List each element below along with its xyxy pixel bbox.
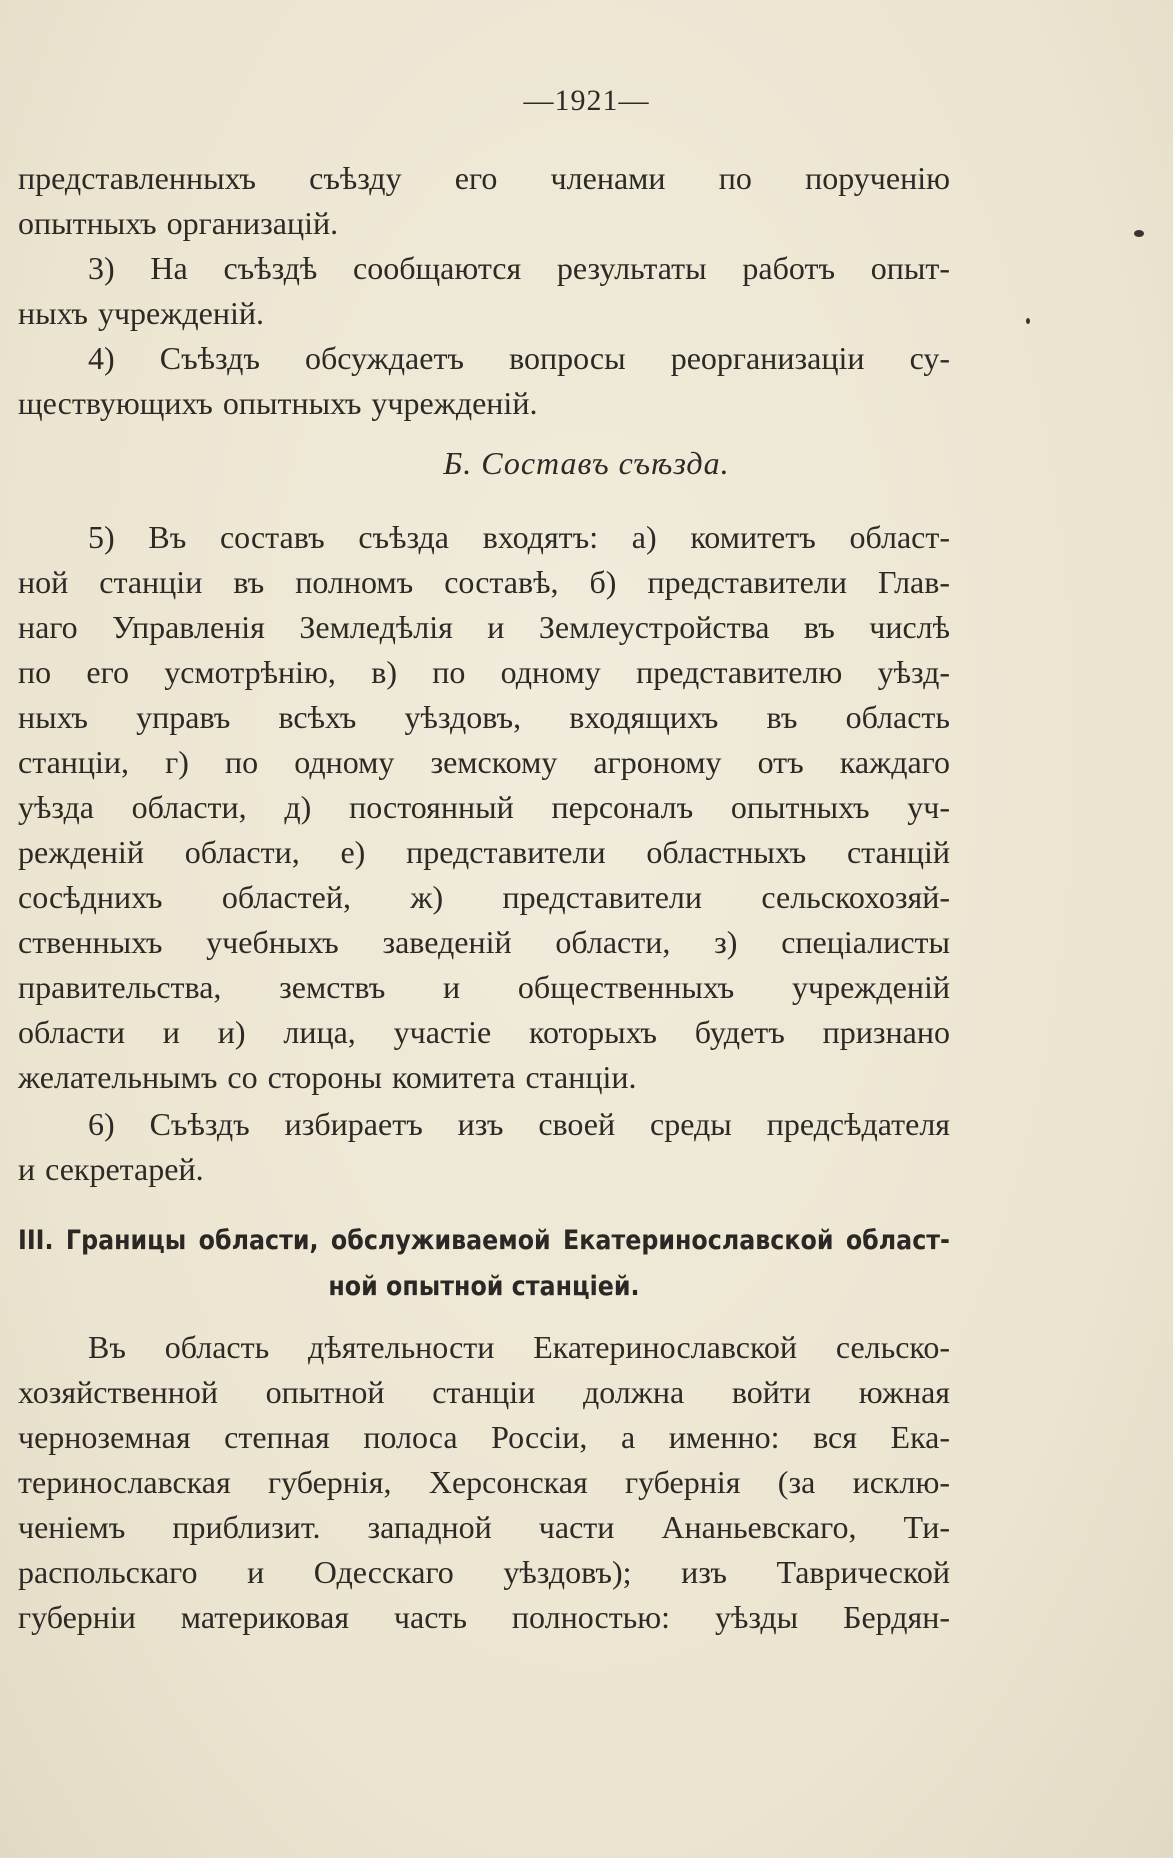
text-line: ныхъ управъ всѣхъ уѣздовъ, входящихъ въ область (18, 699, 950, 735)
text-line: ственныхъ учебныхъ заведеній области, з) спеціалисты (18, 924, 950, 960)
text-line: 4) Съѣздъ обсуждаетъ вопросы реорганизаціи су- (88, 340, 950, 376)
text-line: области и и) лица, участіе которыхъ будетъ признано (18, 1014, 950, 1050)
text-line: ществующихъ опытныхъ учрежденій. (18, 385, 538, 421)
text-line: распольскаго и Одесскаго уѣздовъ); изъ Таврической (18, 1554, 950, 1590)
text-line: 5) Въ составъ съѣзда входятъ: а) комитетъ област- (88, 519, 950, 555)
text-line: сосѣднихъ областей, ж) представители сельскохозяй- (18, 879, 950, 915)
text-line: и секретарей. (18, 1151, 204, 1187)
text-line: желательнымъ со стороны комитета станціи. (18, 1059, 637, 1095)
text-line: режденій области, е) представители областныхъ станцій (18, 834, 950, 870)
text-line: 3) На съѣздѣ сообщаются результаты работъ опыт- (88, 250, 950, 286)
section-heading-line: III. Границы области, обслуживаемой Екатеринославской област- (18, 1225, 950, 1256)
text-line: ныхъ учрежденій. (18, 295, 264, 331)
text-line: хозяйственной опытной станціи должна войти южная (18, 1374, 950, 1410)
ink-speck (1026, 318, 1030, 324)
text-line: ченіемъ приблизит. западной части Ананьевскаго, Ти- (18, 1509, 950, 1545)
text-line: ной станціи въ полномъ составѣ, б) представители Глав- (18, 564, 950, 600)
text-line: представленныхъ съѣзду его членами по порученію (18, 160, 950, 196)
paragraph-6 (18, 1325, 950, 1640)
ink-speck (1134, 230, 1144, 237)
text-line: 6) Съѣздъ избираетъ изъ своей среды предсѣдателя (88, 1106, 950, 1142)
text-line: губерніи материковая часть полностью: уѣзды Бердян- (18, 1599, 950, 1635)
subheading: Б. Составъ съѣзда. (443, 445, 730, 481)
text-line: уѣзда области, д) постоянный персоналъ опытныхъ уч- (18, 789, 950, 825)
section-heading-line: ной опытной станціей. (328, 1271, 640, 1302)
text-line: правительства, земствъ и общественныхъ учрежденій (18, 969, 950, 1005)
text-line: наго Управленія Земледѣлія и Землеустройства въ числѣ (18, 609, 950, 645)
text-line: Въ область дѣятельности Екатеринославской сельско- (88, 1329, 950, 1365)
paragraph-2 (18, 246, 950, 336)
section-heading (18, 1218, 950, 1310)
paragraph-5 (18, 1102, 950, 1192)
text-line: по его усмотрѣнію, в) по одному представителю уѣзд- (18, 654, 950, 690)
text-line: теринославская губернія, Херсонская губернія (за исклю- (18, 1464, 950, 1500)
paragraph-4 (18, 515, 950, 1100)
paragraph-3 (18, 336, 950, 426)
page-number: —1921— (523, 84, 650, 117)
text-line: опытныхъ организацій. (18, 205, 339, 241)
text-line: черноземная степная полоса Россіи, а именно: вся Ека- (18, 1419, 950, 1455)
text-line: станціи, г) по одному земскому агроному отъ каждаго (18, 744, 950, 780)
paragraph-1 (18, 156, 950, 246)
